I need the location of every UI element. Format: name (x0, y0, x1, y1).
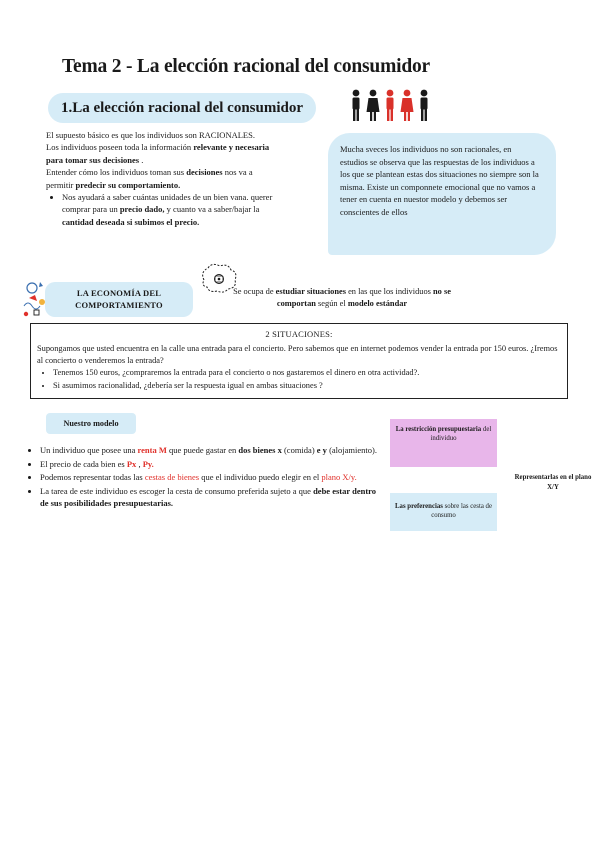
situation-bullet-2: • Si asumimos racionalidad, ¿debería ser la respuesta igual en ambas situaciones ? (53, 380, 561, 392)
econ-description: Se ocupa de estudiar situaciones en las que los individuos no se comportan según el modelo estándar (233, 287, 451, 308)
situations-box (30, 323, 568, 399)
section-heading: 1.La elección racional del consumidor (48, 93, 316, 123)
person-figure-1 (353, 90, 360, 121)
budget-constraint-box: La restricción presupuestaria del individuo (390, 419, 497, 467)
person-figure-3 (387, 90, 394, 121)
person-figure-4 (401, 90, 414, 121)
page-title: Tema 2 - La elección racional del consumidor (62, 56, 430, 77)
intro-bullet-1: • Nos ayudará a saber cuántas unidades de un bien vana. querer comprar para un precio dado, y cuanto va a saber/bajar la cantidad deseada si subimos el precio. (62, 191, 278, 228)
econ-label-line-2: COMPORTAMIENTO (75, 299, 163, 310)
behavioral-economics-label (45, 282, 193, 317)
person-figure-5 (421, 90, 428, 121)
model-item-1: • Un individuo que posee una renta M que puede gastar en dos bienes x (comida) e y (alojamiento). (40, 444, 386, 457)
plane-xy-label: Representarlas en el plano X/Y (514, 474, 592, 491)
model-list (26, 444, 386, 511)
intro-bullets (46, 191, 278, 228)
intro-line-2: Los individuos poseen toda la información relevante y necesaria para tomar sus decisiones . (46, 142, 270, 165)
econ-label-line-1: LA ECONOMÍA DEL (76, 288, 162, 298)
intro-line-1: El supuesto básico es que los individuos son RACIONALES. (46, 130, 255, 140)
side-note-bubble (328, 133, 556, 255)
situations-bullets (37, 367, 561, 391)
model-item-2: • El precio de cada bien es Px , Py. (40, 458, 386, 471)
situations-title: 2 SITUACIONES: (265, 329, 333, 339)
preferences-box: Las preferencias sobre las cesta de consumo (390, 493, 497, 531)
model-label: Nuestro modelo (46, 413, 136, 434)
people-icon (348, 88, 436, 122)
model-item-4: • La tarea de este individuo es escoger la cesta de consumo preferida sujeto a que debe estar dentro de sus posibilidades presupuestarias. (40, 485, 386, 510)
intro-text (46, 129, 278, 228)
situation-bullet-1: • Tenemos 150 euros, ¿compraremos la entrada para el concierto o nos gastaremos el dinero en otra actividad?. (53, 367, 561, 379)
side-note-text: Mucha sveces los individuos no son racionales, en estudios se observa que las respuestas de los individuos a los que se plantean estas dos situaciones no siempre son la misma. Existe un componnete emocional que no vamos a tener en cuenta en nuestor modelo y debemos ser conscientes de ellos (340, 144, 539, 217)
intro-line-3: Entender cómo los individuos toman sus decisiones nos va a permitir predecir su comportamiento. (46, 167, 253, 190)
situations-body: Supongamos que usted encuentra en la calle una entrada para el concierto. Pero sabemos que en internet podemos vender la entrada por 150 euros. ¿Iremos al concierto o venderemos la entrada? (37, 344, 558, 366)
person-figure-2 (367, 90, 380, 121)
model-item-3: • Podemos representar todas las cestas de bienes que el individuo puedo elegir en el plano X/y. (40, 471, 386, 484)
